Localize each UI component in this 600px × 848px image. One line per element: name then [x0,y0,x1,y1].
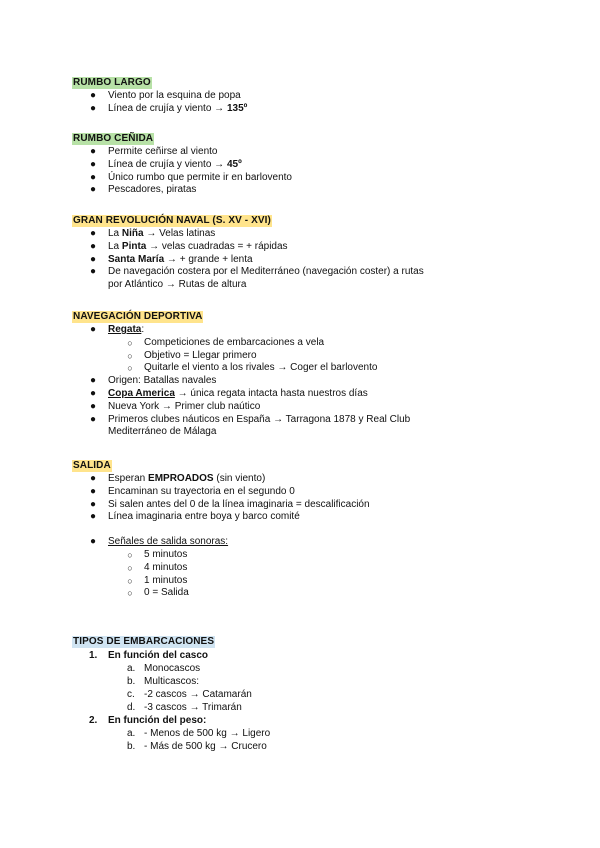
bullet-list [72,324,542,439]
sub-list-item: ○ Quitarle el viento a los rivales → Coger el barlovento [72,362,542,375]
list-item: ● La Niña → Velas latinas [89,228,216,239]
bullet-icon: ● [89,498,97,510]
bullet-icon: ● [89,324,97,335]
bullet-list [72,473,542,524]
circle-bullet-icon: ○ [127,549,133,560]
sub-list-item: ○ 1 minutos [72,575,542,588]
list-item: ● Santa María → + grande + lenta [89,253,253,265]
list-item: ● De navegación costera por el Mediterráneo (navegación coster) a rutas por Atlántico → Rutas de altura [89,266,424,291]
section-heading: GRAN REVOLUCIÓN NAVAL (S. XV - XVI) [73,215,271,226]
bullet-list [72,536,542,600]
lettered-item: b. - Más de 500 kg → Crucero [127,741,267,752]
list-item: ● Esperan EMPROADOS (sin viento) [89,473,266,484]
section-revolucion-naval [72,210,542,292]
sub-list-item: ○ 5 minutos [72,549,542,562]
section-heading: TIPOS DE EMBARCACIONES [73,636,215,647]
bullet-icon: ● [89,228,97,239]
list-item: ● Línea de crujía y viento → 45º [89,158,242,170]
list-item: ● Pescadores, piratas [89,184,197,196]
list-item: ● Origen: Batallas navales [89,375,217,387]
list-item: ● Permite ceñirse al viento [89,146,218,157]
bullet-icon: ● [89,90,97,101]
list-item: ● Primeros clubes náuticos en España → Tarragona 1878 y Real Club Mediterráneo de Málaga [89,413,411,438]
circle-bullet-icon: ○ [127,350,133,361]
bullet-icon: ● [89,184,97,196]
bullet-icon: ● [89,387,97,399]
list-item: ● La Pinta → velas cuadradas = + rápidas [89,240,288,252]
section-heading: RUMBO CEÑIDA [73,133,154,144]
section-rumbo-largo [72,72,542,116]
bullet-icon: ● [89,473,97,484]
sub-list-item: ○ 4 minutos [72,562,542,575]
bullet-icon: ● [89,511,97,523]
circle-bullet-icon: ○ [127,575,133,586]
list-item: ● Único rumbo que permite ir en barlovento [89,171,292,183]
sub-list-item: ○ 0 = Salida [72,587,542,600]
bullet-icon: ● [89,158,97,170]
bullet-icon: ● [89,536,97,548]
numbered-item: 1. En función del casco [89,650,209,661]
section-salida [72,455,542,600]
list-item: ● Si salen antes del 0 de la línea imaginaria = descalificación [89,498,370,510]
section-heading: NAVEGACIÓN DEPORTIVA [73,311,203,322]
bullet-icon: ● [89,485,97,497]
section-rumbo-cenida [72,128,542,197]
bullet-icon: ● [89,266,97,278]
bullet-icon: ● [89,171,97,183]
circle-bullet-icon: ○ [127,562,133,573]
lettered-item: c. -2 cascos → Catamarán [127,689,252,700]
bullet-icon: ● [89,146,97,157]
numbered-list [72,649,542,753]
list-item: ● Regata: [89,324,145,335]
bullet-list [72,228,542,292]
bullet-icon: ● [89,240,97,252]
list-item: ● Copa America → única regata intacta hasta nuestros días [89,387,368,399]
bullet-icon: ● [89,102,97,114]
section-heading: SALIDA [73,460,111,471]
lettered-item: d. -3 cascos → Trimarán [127,702,242,713]
bullet-icon: ● [89,375,97,387]
section-heading: RUMBO LARGO [73,77,151,88]
circle-bullet-icon: ○ [127,363,133,374]
numbered-item: 2. En función del peso: [89,715,207,726]
section-navegacion-deportiva [72,306,542,439]
list-item: ● Línea imaginaria entre boya y barco comité [89,511,300,523]
section-tipos-embarcaciones [72,631,542,753]
lettered-item: a. - Menos de 500 kg → Ligero [127,728,271,739]
list-item: ● Encaminan su trayectoria en el segundo 0 [89,485,295,497]
sub-list-item: ○ Objetivo = Llegar primero [72,350,542,363]
list-item: ● Línea de crujía y viento → 135º [89,102,248,114]
bullet-list [72,90,542,116]
bullet-list [72,146,542,197]
circle-bullet-icon: ○ [127,337,133,348]
lettered-item: a. Monocascos [127,663,201,674]
list-item: ● Nueva York → Primer club naútico [89,400,261,412]
sub-list-item: ○ Competiciones de embarcaciones a vela [72,337,542,350]
bullet-icon: ● [89,253,97,265]
list-item: ● Señales de salida sonoras: [89,536,229,548]
list-item: ● Viento por la esquina de popa [89,90,241,101]
lettered-item: b. Multicascos: [127,676,200,687]
bullet-icon: ● [89,413,97,425]
bullet-icon: ● [89,400,97,412]
circle-bullet-icon: ○ [127,588,133,599]
